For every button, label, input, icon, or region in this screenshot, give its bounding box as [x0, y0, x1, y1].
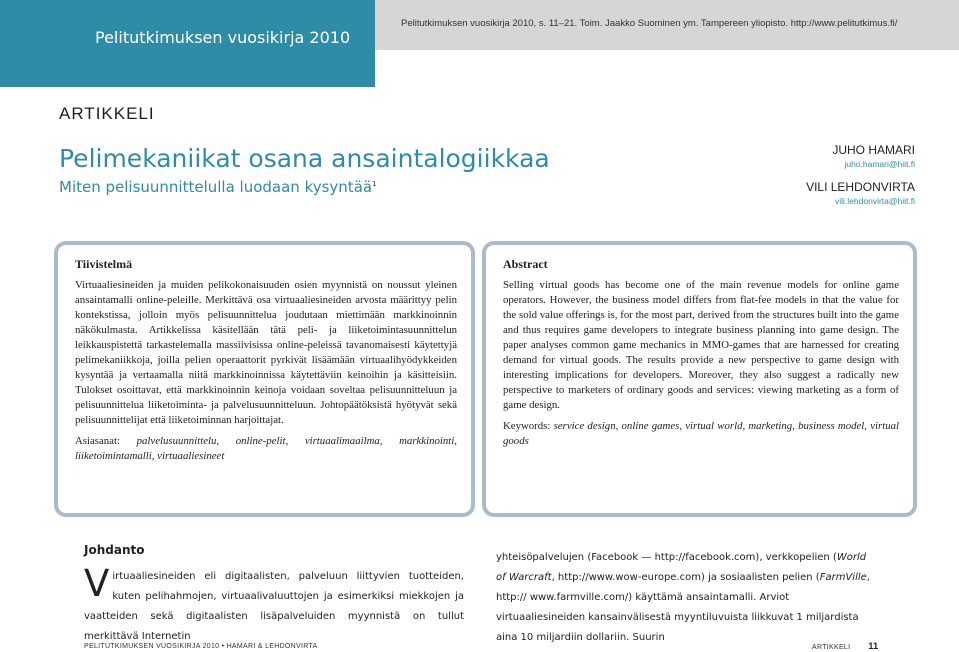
article-subtitle: [59, 178, 377, 196]
footer-right: [812, 641, 879, 651]
journal-banner: [0, 0, 375, 87]
section-label: ARTIKKELI: [59, 104, 155, 123]
abstract-english-box: [482, 241, 917, 517]
keywords-label: Keywords:: [503, 420, 551, 432]
intro-right-text: , http://www.wow-europe.com) ja sosiaalisten pelien (: [551, 572, 820, 583]
intro-left-text: irtuaaliesineiden eli digitaalisten, palveluun liittyvien tuotteiden, kuten pelihahmojen, virtuaalivaluuttojen ja esimerkiksi miekkojen ja vaatteiden sekä digitaalisten lisäpalveluiden myynnistä on tullut merkittävä Internetin: [84, 571, 464, 642]
author-name: JUHO HAMARI: [832, 143, 915, 157]
keywords-label: Asiasanat:: [75, 435, 120, 447]
intro-right-text: , http:// www.farmville.com/) käyttämä ansaintamalli. Arviot virtuaaliesineiden kansainvälisestä myyntiluvuista liikkuvat 1 miljardista aina 10 miljardiin dollariin. Suurin: [496, 572, 870, 643]
article-title: Pelimekaniikat osana ansaintalogiikkaa: [59, 144, 550, 173]
subtitle-text: Miten pelisuunnittelulla luodaan kysyntää: [59, 178, 373, 196]
intro-left-column: [84, 562, 464, 647]
author-email[interactable]: vili.lehdonvirta@hiit.fi: [835, 196, 915, 206]
footnote-marker: 1: [372, 180, 377, 188]
intro-right-column: [496, 548, 876, 648]
drop-cap: V: [84, 562, 110, 605]
citation-text: Pelitutkimuksen vuosikirja 2010, s. 11–21. Toim. Jaakko Suominen ym. Tampereen yliopisto. http://www.pelitutkimus.fi/: [401, 18, 898, 29]
game-title: FarmVille: [819, 572, 867, 583]
author-name: VILI LEHDONVIRTA: [806, 180, 915, 194]
keywords-list: service design, online games, virtual world, marketing, business model, virtual goods: [503, 420, 899, 447]
abstract-en-heading: Abstract: [503, 257, 548, 271]
abstract-fi-body: Virtuaaliesineiden ja muiden pelikokonaisuuden osien myynnistä on noussut yleinen ansaintamalli online-peleille. Merkittävä osa virtuaaliesineiden arvosta määrittyy pelin kontekstissa, jolloin myös pelisuunnittelua joudutaan miettimään markkinoinnin näkökulmasta. Artikkelissa käsitellään tätä peli- ja liiketoimintasuunnittelun leikkauspistettä tarkastelemalla massiivisissa online-peleissä tavanomaisesti käytettyjä pelimekaniikkoja, joilla pelien operaattorit pyrkivät lisäämään virtuaalihyödykkeiden kysyntää ja vertaamalla niitä markkinoinnissa käytettäviin keinoihin ja käsitteisiin. Tulokset osoittavat, että markkinoinnin keinoja voidaan soveltaa pelisuunnitteluun ja pelisuunnittelua liiketoiminta- ja palvelusuunnitteluun. Johtopäätöksistä hyötyvät sekä pelisuunnittelijat että liiketoiminnan harjoittajat.: [75, 279, 457, 426]
abstract-en-body: Selling virtual goods has become one of the main revenue models for online game operators. However, the business model differs from flat-fee models in that the value for the sold value offerings is, for the most part, derived from the structures built into the game and thus requires game developers to integrate business planning into game design. The paper analyses common game mechanics in MMO-games that are harnessed for creating demand for virtual goods. The results provide a new perspective to game design with interesting implications for developers. Moreover, they also suggest a radically new perspective to marketers of ordinary goods and services: viewing marketing as a form of game design.: [503, 279, 899, 411]
journal-title: Pelitutkimuksen vuosikirja 2010: [95, 28, 351, 47]
abstract-fi-keywords: [75, 434, 457, 464]
footer-running-head: PELITUTKIMUKSEN VUOSIKIRJA 2010 • HAMARI & LEHDONVIRTA: [84, 643, 318, 650]
abstract-fi-heading: Tiivistelmä: [75, 257, 133, 271]
abstract-en-keywords: [503, 419, 899, 449]
page-number: 11: [868, 641, 879, 651]
keywords-list: palvelusuunnittelu, online-pelit, virtuaalimaailma, markkinointi, liiketoimintamalli, virtuaaliesineet: [75, 435, 457, 462]
game-title: World of Warcraft: [496, 552, 867, 583]
abstract-finnish-box: [54, 241, 475, 517]
intro-right-text: yhteisöpalvelujen (Facebook — http://facebook.com), verkkopelien (: [496, 552, 837, 563]
intro-heading: Johdanto: [84, 543, 145, 557]
footer-section-label: ARTIKKELI: [812, 644, 851, 651]
author-email[interactable]: juho.hamari@hiit.fi: [844, 159, 915, 169]
citation-banner: [375, 0, 959, 50]
